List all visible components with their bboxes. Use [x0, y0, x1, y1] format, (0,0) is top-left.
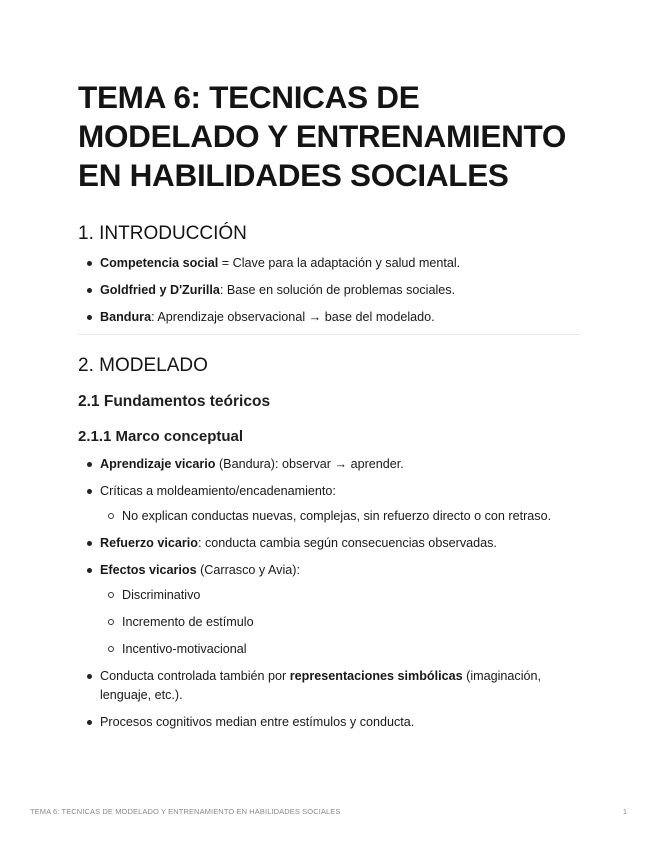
item-text: (Bandura): observar → aprender.	[215, 457, 404, 471]
nested-list-item: Discriminativo	[100, 586, 580, 605]
item-bold: Aprendizaje vicario	[100, 457, 216, 471]
item-bold: Goldfried y D'Zurilla	[100, 283, 220, 297]
item-text: : Aprendizaje observacional → base del modelado.	[151, 310, 435, 324]
page-number: 1	[622, 807, 627, 816]
list-item: Procesos cognitivos median entre estímulos y conducta.	[78, 713, 580, 732]
section-heading-modelado: 2. MODELADO	[78, 355, 208, 376]
nested-list	[100, 586, 580, 659]
section-divider	[78, 334, 580, 335]
item-bold: Competencia social	[100, 256, 219, 270]
introduccion-list	[78, 254, 580, 327]
list-item	[78, 534, 580, 553]
item-text: = Clave para la adaptación y salud mental.	[218, 256, 461, 270]
item-text: : conducta cambia según consecuencias observadas.	[197, 536, 497, 550]
nested-list	[100, 507, 580, 526]
item-text: Críticas a moldeamiento/encadenamiento:	[100, 484, 336, 498]
list-item	[78, 281, 580, 300]
list-item	[78, 482, 580, 526]
item-bold: Bandura	[100, 310, 152, 324]
nested-list-item: Incremento de estímulo	[100, 613, 580, 632]
subsubsection-heading-marco: 2.1.1 Marco conceptual	[78, 428, 244, 445]
subsection-heading-fundamentos: 2.1 Fundamentos teóricos	[78, 393, 271, 410]
list-item	[78, 308, 580, 327]
list-item	[78, 455, 580, 474]
item-text: : Base en solución de problemas sociales.	[219, 283, 456, 297]
item-text: (imaginación, lenguaje, etc.).	[100, 669, 542, 702]
nested-list-item: Incentivo-motivacional	[100, 640, 580, 659]
item-text: (Carrasco y Avia):	[196, 563, 300, 577]
list-item	[78, 254, 580, 273]
section-heading-introduccion: 1. INTRODUCCIÓN	[78, 223, 247, 244]
list-item	[78, 667, 580, 705]
nested-list-item: No explican conductas nuevas, complejas, sin refuerzo directo o con retraso.	[100, 507, 580, 526]
marco-conceptual-list	[78, 455, 580, 732]
list-item	[78, 561, 580, 659]
item-bold: Refuerzo vicario	[100, 536, 198, 550]
footer-title: TEMA 6: TECNICAS DE MODELADO Y ENTRENAMIENTO EN HABILIDADES SOCIALES	[30, 807, 341, 816]
item-bold: Efectos vicarios	[100, 563, 197, 577]
page-title: TEMA 6: TECNICAS DE MODELADO Y ENTRENAMIENTO EN HABILIDADES SOCIALES	[78, 79, 567, 193]
item-bold: representaciones simbólicas	[289, 669, 463, 683]
document-page	[78, 78, 580, 732]
item-text: Conducta controlada también por	[100, 669, 290, 683]
